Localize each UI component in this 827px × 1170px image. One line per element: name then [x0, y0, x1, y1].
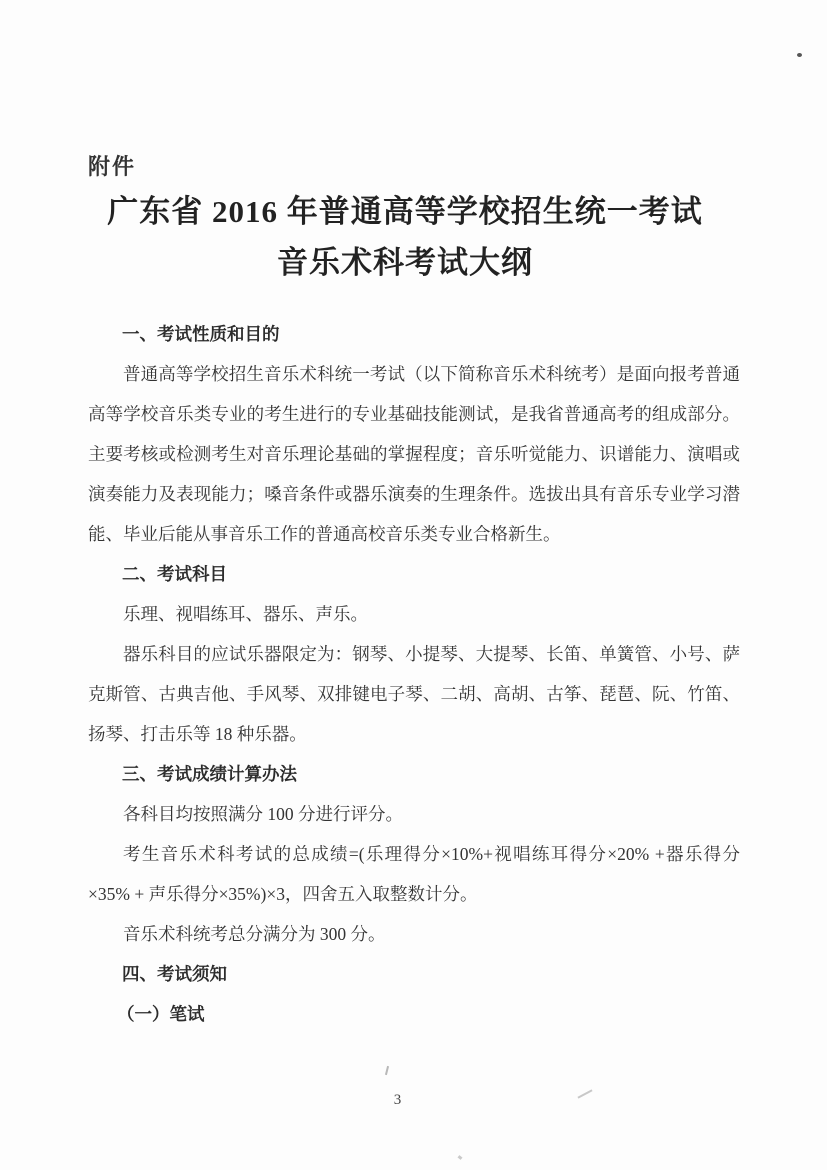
subsection-heading-written-test: （一）笔试	[117, 1004, 205, 1024]
section-heading-2: 二、考试科目	[122, 564, 227, 584]
section-3-paragraph: 音乐术科统考总分满分为 300 分。	[123, 924, 386, 944]
section-1-paragraph: 普通高等学校招生音乐术科统一考试（以下简称音乐术科统考）是面向报考普通高等学校音乐类专业的考生进行的专业基础技能测试，是我省普通高考的组成部分。主要考核或检测考生对音乐理论基础的掌握程度；音乐听觉能力、识谱能力、演唱或演奏能力及表现能力；嗓音条件或器乐演奏的生理条件。选拔出具有音乐专业学习潜能、毕业后能从事音乐工作的普通高校音乐类专业合格新生。	[88, 364, 740, 544]
attachment-label: 附件	[88, 154, 137, 179]
page-number: 3	[393, 1092, 402, 1108]
document-title	[0, 186, 810, 288]
section-heading-4: 四、考试须知	[122, 964, 227, 984]
section-2-paragraph: 乐理、视唱练耳、器乐、声乐。	[123, 604, 368, 624]
scan-artifact-speck	[458, 1155, 463, 1160]
section-2-paragraph: 器乐科目的应试乐器限定为：钢琴、小提琴、大提琴、长笛、单簧管、小号、萨克斯管、古典吉他、手风琴、双排键电子琴、二胡、高胡、古筝、琵琶、阮、竹笛、扬琴、打击乐等 18 种乐器。	[88, 644, 740, 744]
document-body	[88, 314, 740, 1034]
section-3-paragraph: 考生音乐术科考试的总成绩=(乐理得分×10%+视唱练耳得分×20% +器乐得分×35% + 声乐得分×35%)×3，四舍五入取整数计分。	[88, 844, 740, 904]
document-title-line2: 音乐术科考试大纲	[277, 245, 533, 280]
section-3-paragraph: 各科目均按照满分 100 分进行评分。	[123, 804, 403, 824]
scan-artifact-tick	[385, 1066, 389, 1075]
scan-artifact-dot	[797, 53, 802, 57]
section-heading-1: 一、考试性质和目的	[122, 324, 280, 344]
section-heading-3: 三、考试成绩计算办法	[122, 764, 297, 784]
document-title-line1: 广东省 2016 年普通高等学校招生统一考试	[107, 194, 703, 229]
